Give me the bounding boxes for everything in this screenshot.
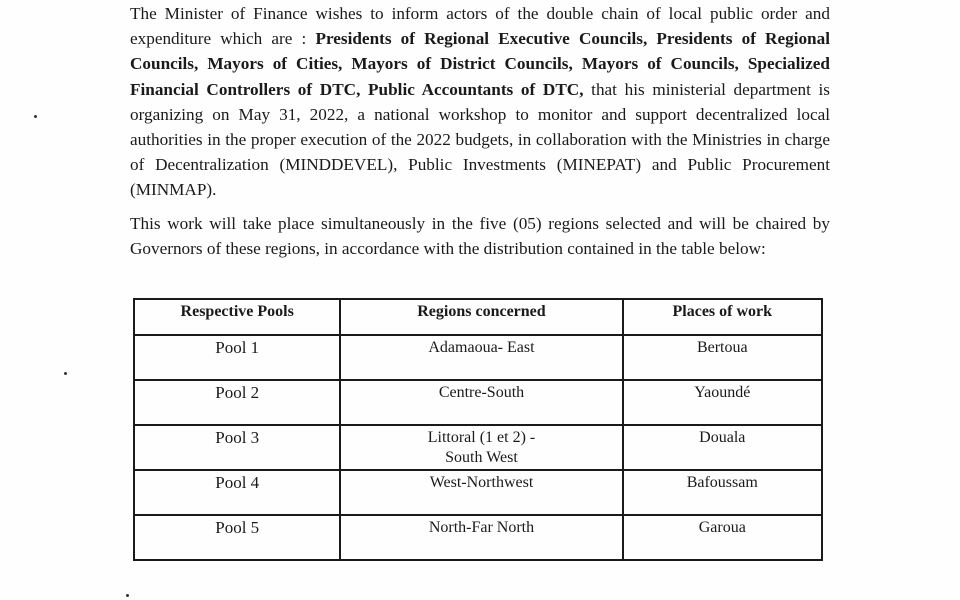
table-row	[134, 335, 822, 380]
place-cell: Garoua	[623, 515, 822, 560]
pool-cell: Pool 3	[134, 425, 340, 470]
pool-cell: Pool 1	[134, 335, 340, 380]
pools-table	[133, 298, 823, 561]
place-cell: Bafoussam	[623, 470, 822, 515]
scan-speck	[34, 115, 37, 118]
table-row	[134, 425, 822, 470]
header-respective-pools: Respective Pools	[134, 299, 340, 335]
pool-cell: Pool 5	[134, 515, 340, 560]
place-cell: Douala	[623, 425, 822, 470]
pool-cell: Pool 4	[134, 470, 340, 515]
scan-speck	[126, 594, 129, 597]
regions-cell	[340, 425, 622, 470]
header-places-of-work: Places of work	[623, 299, 822, 335]
intro-paragraph	[130, 1, 830, 203]
distribution-paragraph: This work will take place simultaneously in the five (05) regions selected and will be chaired by Governors of these regions, in accordance with the distribution contained in the table below:	[130, 214, 830, 259]
actors-list: Presidents of Regional Executive Councils, Presidents of Regional Councils, Mayors of Cities, Mayors of District Councils, Mayors of Councils, Specialized Financial Controllers of DTC, Public Accountants of DTC,	[130, 29, 830, 99]
intro-text: The Minister of Finance wishes to inform actors of the double chain of local public order and expenditure which are :	[130, 4, 830, 49]
regions-line-2: South West	[445, 449, 518, 466]
scan-speck	[64, 372, 67, 375]
regions-line-1: Littoral (1 et 2) -	[427, 429, 536, 446]
regions-cell: North-Far North	[340, 515, 622, 560]
table-row	[134, 380, 822, 425]
regions-cell: Centre-South	[340, 380, 622, 425]
workshop-details: that his ministerial department is organizing on May 31, 2022, a national workshop to monitor and support decentralized local authorities in the proper execution of the 2022 budgets, in collaboration with the Ministries in charge of Decentralization (MINDDEVEL), Public Investments (MINEPAT) and Public Procurement (MINMAP).	[130, 79, 830, 200]
table-row	[134, 515, 822, 560]
place-cell: Bertoua	[623, 335, 822, 380]
table-header-row	[134, 299, 822, 335]
regions-cell: Adamaoua- East	[340, 335, 622, 380]
header-regions-concerned: Regions concerned	[340, 299, 622, 335]
regions-cell: West-Northwest	[340, 470, 622, 515]
place-cell: Yaoundé	[623, 380, 822, 425]
table-row	[134, 470, 822, 515]
pool-cell: Pool 2	[134, 380, 340, 425]
